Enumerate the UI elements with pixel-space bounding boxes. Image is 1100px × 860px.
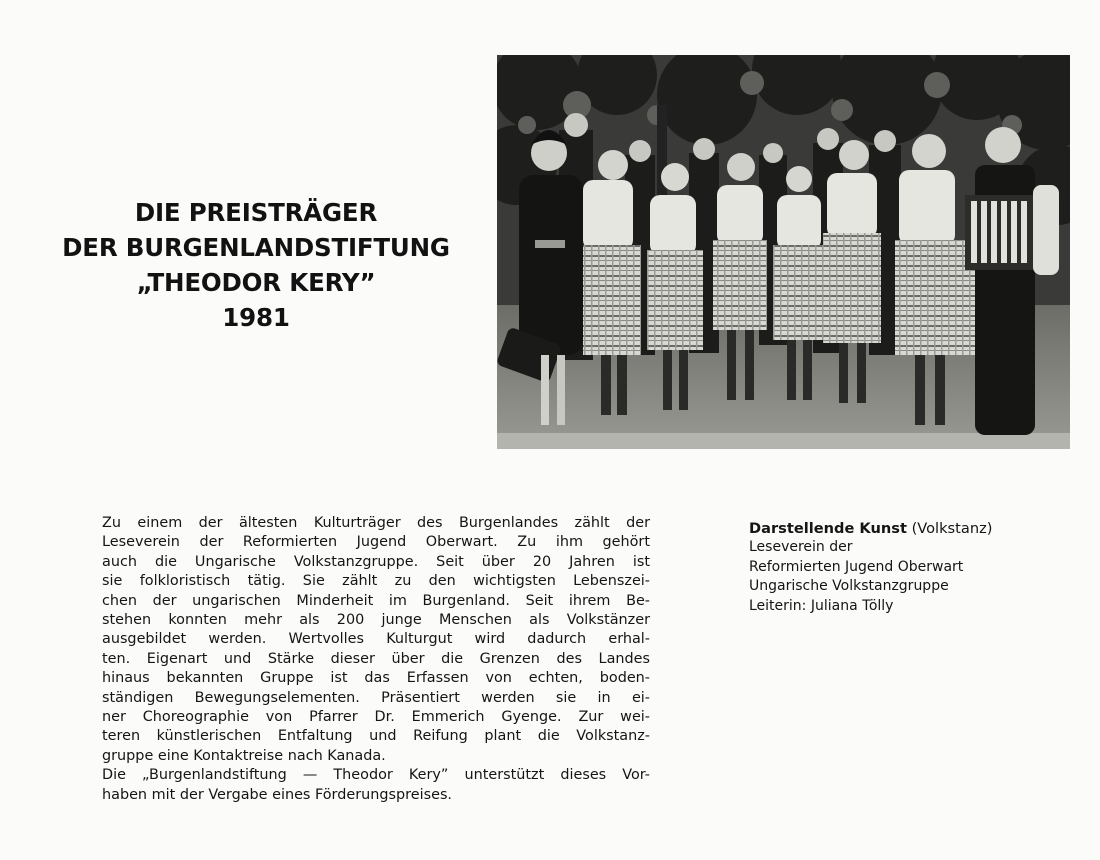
award-detail-line: Leiterin: Juliana Tölly: [749, 597, 894, 614]
award-category-type: (Volkstanz): [906, 520, 993, 537]
body-line: gruppe eine Kontaktreise nach Kanada.: [102, 747, 386, 764]
article-body: [102, 514, 650, 805]
body-line: haben mit der Vergabe eines Förderungspreises.: [102, 786, 453, 803]
award-detail-line: Reformierten Jugend Oberwart: [749, 558, 964, 575]
award-details: [749, 519, 1069, 616]
body-line: ner Choreographie von Pfarrer Dr. Emmerich Gyenge. Zur wei-: [102, 709, 650, 726]
page-heading: [30, 195, 482, 335]
body-line: auch die Ungarische Volkstanzgruppe. Seit über 20 Jahren ist: [102, 553, 650, 570]
award-detail-line: Leseverein der: [749, 539, 853, 556]
body-line: Zu einem der ältesten Kulturträger des Burgenlandes zählt der: [102, 515, 650, 531]
body-line: teren künstlerischen Entfaltung und Reifung plant die Volkstanz-: [102, 728, 650, 745]
group-photo-illustration: [497, 55, 1070, 449]
heading-line-4: 1981: [222, 303, 290, 332]
heading-line-2: DER BURGENLANDSTIFTUNG: [62, 233, 450, 262]
group-photo: [497, 55, 1070, 449]
body-line: Die „Burgenlandstiftung — Theodor Kery” unterstützt dieses Vor-: [102, 767, 650, 784]
heading-line-1: DIE PREISTRÄGER: [134, 198, 378, 227]
award-category: [749, 519, 1069, 538]
body-line: chen der ungarischen Minderheit im Burgenland. Seit ihrem Be-: [102, 592, 650, 609]
body-line: hinaus bekannten Gruppe ist das Erfassen von echten, boden-: [102, 670, 650, 687]
award-detail-line: Ungarische Volkstanzgruppe: [749, 578, 949, 595]
body-line: ständigen Bewegungselementen. Präsentiert werden sie in ei-: [102, 689, 650, 706]
body-line: stehen konnten mehr als 200 junge Menschen als Volkstänzer: [102, 612, 650, 629]
heading-line-3: „THEODOR KERY”: [136, 268, 376, 297]
award-category-name: Darstellende Kunst: [749, 520, 907, 537]
body-line: ten. Eigenart und Stärke dieser über die Grenzen des Landes: [102, 650, 650, 667]
body-line: Leseverein der Reformierten Jugend Oberwart. Zu ihm gehört: [102, 534, 650, 551]
body-line: sie folkloristisch tätig. Sie zählt zu den wichtigsten Lebenszei-: [102, 573, 650, 590]
body-line: ausgebildet werden. Wertvolles Kulturgut wird dadurch erhal-: [102, 631, 650, 648]
